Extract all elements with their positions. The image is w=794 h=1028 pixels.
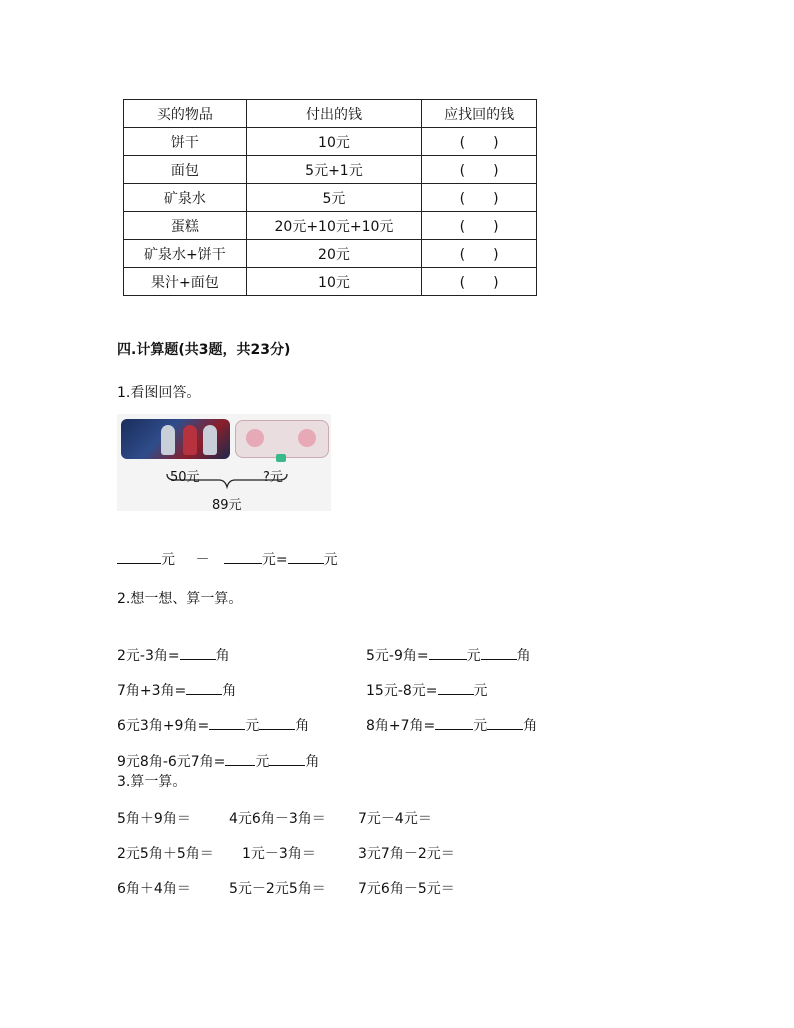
table-row bbox=[124, 184, 537, 212]
table-row bbox=[124, 212, 537, 240]
cell-paid: 5元+1元 bbox=[246, 156, 422, 184]
q2-item: 2元-3角= 角 bbox=[117, 645, 230, 665]
cell-item: 矿泉水+饼干 bbox=[124, 240, 247, 268]
price-total-label: 89元 bbox=[212, 498, 242, 513]
q3-expr: 1元－3角＝ bbox=[242, 846, 316, 862]
cell-change-blank[interactable]: ( ) bbox=[422, 268, 537, 296]
q2-item: 6元3角+9角= 元 角 bbox=[117, 715, 309, 735]
q3-expr: 2元5角＋5角＝ bbox=[117, 846, 214, 862]
table-header-row bbox=[124, 100, 537, 128]
answer-blank[interactable] bbox=[438, 680, 474, 695]
pencil-case-pink-image bbox=[235, 420, 329, 458]
answer-blank[interactable] bbox=[269, 751, 305, 766]
answer-blank[interactable] bbox=[186, 680, 222, 695]
answer-blank[interactable] bbox=[259, 715, 295, 730]
answer-blank[interactable] bbox=[225, 751, 255, 766]
answer-blank[interactable] bbox=[224, 549, 262, 564]
q3-expr: 6角＋4角＝ bbox=[117, 881, 191, 897]
q3-expr: 7元6角－5元＝ bbox=[358, 881, 455, 897]
q1-answer-line: 元 － 元= 元 bbox=[117, 549, 338, 569]
q3-expr: 4元6角－3角＝ bbox=[229, 811, 326, 827]
cell-change-blank[interactable]: ( ) bbox=[422, 212, 537, 240]
column-header-change: 应找回的钱 bbox=[422, 100, 537, 128]
table-row bbox=[124, 156, 537, 184]
cell-paid: 10元 bbox=[246, 128, 422, 156]
q3-expr: 7元－4元＝ bbox=[358, 811, 432, 827]
q3-prompt: 3.算一算。 bbox=[117, 774, 187, 790]
cell-item: 面包 bbox=[124, 156, 247, 184]
q2-item: 7角+3角= 角 bbox=[117, 680, 236, 700]
answer-blank[interactable] bbox=[180, 645, 216, 660]
q2-item: 8角+7角= 元 角 bbox=[366, 715, 537, 735]
q2-prompt: 2.想一想、算一算。 bbox=[117, 591, 243, 607]
cell-paid: 5元 bbox=[246, 184, 422, 212]
cell-item: 矿泉水 bbox=[124, 184, 247, 212]
section-title: 四.计算题(共3题，共23分) bbox=[117, 342, 291, 358]
q3-expr: 5角＋9角＝ bbox=[117, 811, 191, 827]
q2-item: 9元8角-6元7角= 元 角 bbox=[117, 751, 319, 771]
cell-paid: 20元 bbox=[246, 240, 422, 268]
price-right-label: ?元 bbox=[263, 470, 283, 485]
answer-blank[interactable] bbox=[429, 645, 467, 660]
table-row bbox=[124, 128, 537, 156]
q3-expr: 5元－2元5角＝ bbox=[229, 881, 326, 897]
answer-blank[interactable] bbox=[288, 549, 324, 564]
pencil-case-figure bbox=[117, 414, 331, 511]
q3-expr: 3元7角－2元＝ bbox=[358, 846, 455, 862]
price-left-label: 50元 bbox=[170, 470, 200, 485]
cell-change-blank[interactable]: ( ) bbox=[422, 184, 537, 212]
cell-change-blank[interactable]: ( ) bbox=[422, 128, 537, 156]
column-header-item: 买的物品 bbox=[124, 100, 247, 128]
answer-blank[interactable] bbox=[435, 715, 473, 730]
answer-blank[interactable] bbox=[487, 715, 523, 730]
cell-paid: 10元 bbox=[246, 268, 422, 296]
cell-change-blank[interactable]: ( ) bbox=[422, 156, 537, 184]
cell-item: 蛋糕 bbox=[124, 212, 247, 240]
table-row bbox=[124, 268, 537, 296]
q2-item: 15元-8元= 元 bbox=[366, 680, 488, 700]
cell-change-blank[interactable]: ( ) bbox=[422, 240, 537, 268]
answer-blank[interactable] bbox=[481, 645, 517, 660]
table-row bbox=[124, 240, 537, 268]
q1-prompt: 1.看图回答。 bbox=[117, 385, 201, 401]
column-header-paid: 付出的钱 bbox=[246, 100, 422, 128]
answer-blank[interactable] bbox=[117, 549, 161, 564]
pencil-case-blue-image bbox=[121, 419, 230, 459]
shopping-table bbox=[123, 99, 537, 296]
cell-item: 果汁+面包 bbox=[124, 268, 247, 296]
cell-item: 饼干 bbox=[124, 128, 247, 156]
answer-blank[interactable] bbox=[209, 715, 245, 730]
q2-item: 5元-9角= 元 角 bbox=[366, 645, 531, 665]
cell-paid: 20元+10元+10元 bbox=[246, 212, 422, 240]
